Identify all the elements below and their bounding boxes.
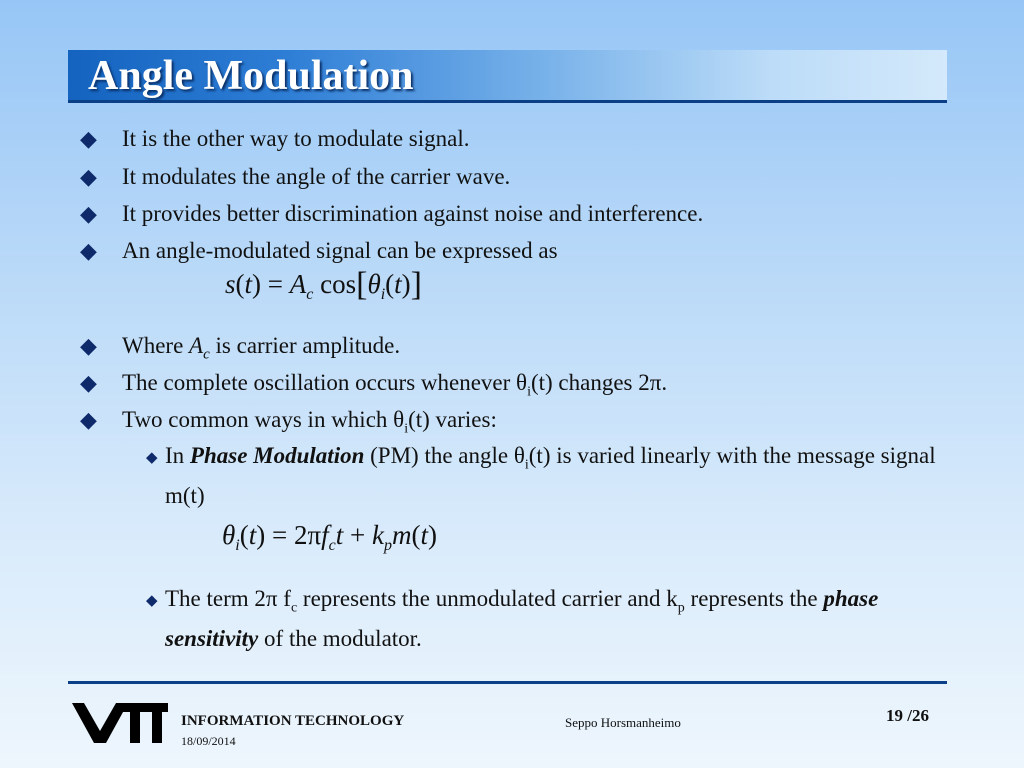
bullet-diamond-icon: ◆ (80, 370, 97, 395)
footer-date: 18/09/2014 (181, 734, 236, 748)
footer-organization: INFORMATION TECHNOLOGY (181, 713, 405, 729)
bullet-text-4: An angle-modulated signal can be expressed as (122, 238, 558, 263)
bullet-diamond-icon: ◆ (80, 201, 97, 226)
footer-rule (68, 681, 947, 684)
page-number: 19 /26 (886, 706, 929, 725)
bullet-text-oscillation: The complete oscillation occurs whenever $\theta_i(t)$ changes 2π. (122, 370, 668, 400)
sub-bullet-text-pm: In Phase Modulation (PM) the angle $\theta_i(t)$ is varied linearly with the message signal m(t) (165, 443, 936, 508)
vtt-logo (72, 703, 168, 745)
title-bar (68, 50, 947, 103)
sub-bullet-diamond-icon: ◆ (146, 450, 158, 466)
formula-signal: $s(t) = A_c$ $\cos[\theta_i(t)]$ (225, 266, 422, 303)
slide-title: Angle Modulation (88, 53, 414, 99)
footer-author: Seppo Horsmanheimo (565, 715, 681, 730)
bullet-text-2: It modulates the angle of the carrier wave. (122, 164, 511, 189)
bullet-diamond-icon: ◆ (80, 333, 97, 358)
bullet-diamond-icon: ◆ (80, 238, 97, 263)
sub-bullet-diamond-icon: ◆ (146, 593, 158, 609)
bullet-text-where: Where $A_c$ is carrier amplitude. (122, 333, 401, 363)
formula-phase: $\theta_i(t) = 2\pi f_ct + k_pm(t)$ (222, 520, 437, 554)
bullet-diamond-icon: ◆ (80, 126, 97, 151)
bullet-diamond-icon: ◆ (80, 164, 97, 189)
bullet-text-3: It provides better discrimination against noise and interference. (122, 201, 704, 226)
bullet-text-1: It is the other way to modulate signal. (122, 126, 470, 151)
sub-bullet-text-term: The term 2π $f_c$ represents the unmodulated carrier and $k_p$ represents the phase sensitivity of the modulator. (165, 586, 879, 651)
bullet-diamond-icon: ◆ (80, 407, 97, 432)
bullet-text-ways: Two common ways in which $\theta_i(t)$ varies: (122, 407, 497, 437)
